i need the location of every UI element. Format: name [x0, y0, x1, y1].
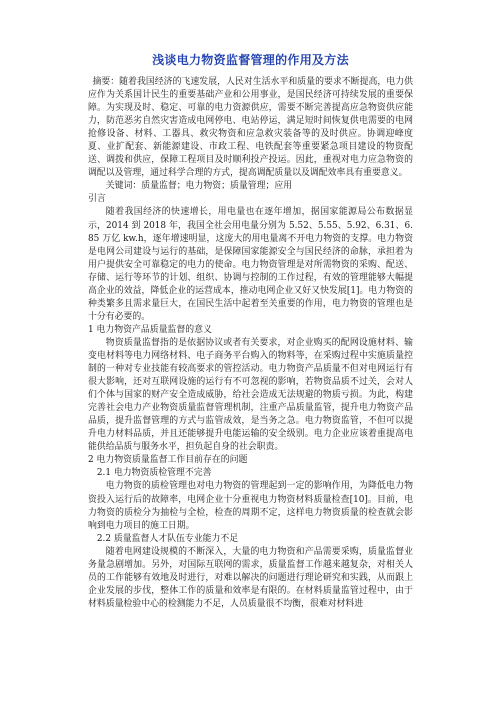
paper-body [88, 76, 413, 611]
subsection-2-2-heading: 2.2 质量监督人才队伍专业能力不足 [96, 533, 239, 544]
section1-paragraph: 物资质量监督指的是依据协议或者有关要求，对企业购买的配网设施材料、输变电材料等电力网络材料、电子商务平台购入的物料等，在采购过程中实施质量控制的一种对专业技能有较高要求的管控活动。电力物资产品质量不但对电网运行有很大影响，还对互联网设施的运行有不可忽视的影响，若物资品质不过关，会对人们个体与国家的财产安全造成威胁，给社会造成无法规避的物质亏损。为此，构建完善社会电力产业物资质量监督管理机制，注重产品质量监管，提升电力物资产品品质，提升监督管理的方式与监管成效，是当务之急。电力物资监管，不但可以提升电力材料品质，并且还能够提升电能运输的安全级别。电力企业应该着重提高电能供给品质与服务水平，担负起自身的社会职责。 [88, 337, 413, 453]
document-page [88, 52, 413, 611]
intro-paragraph: 随着我国经济的快速增长，用电量也在逐年增加，据国家能源局公布数据显示，2014 到 2018 年，我国全社会用电量分别为 5.52、5.55、5.92、6.31、6.85 万亿 kw.h，逐年增速明显，这庞大的用电量离不开电力物资的支撑。电力物资是电网公司建设与运行的基础，是保障国家能源安全与国民经济的命脉，承担着为用户提供安全可靠稳定的电力的使命。电力物资管理是对所需物资的采购、配送、存储、运行等环节的计划、组织、协调与控制的工作过程，有效的管理能够大幅提高企业的效益，降低企业的运营成本，推动电网企业又好又快发展[1]。电力物资的种类繁多且需求量巨大，在国民生活中起着至关重要的作用，电力物资的管理也是十分有必要的。 [88, 207, 413, 322]
subsection-2-1-heading: 2.1 电力物资质检管理不完善 [96, 468, 212, 479]
subsection-2-1-paragraph: 电力物资的质检管理也对电力物资的管理起到一定的影响作用，为降低电力物资投入运行后的故障率，电网企业十分重视电力物资材料质量检查[10]。目前，电力物资的质检分为抽检与全检，检查的周期不定，这样电力物资质量的检查就会影响到电力项目的施工日期。 [88, 481, 413, 531]
section2-heading: 2 电力物资质量监督工作目前存在的问题 [88, 455, 248, 466]
subsection-2-2-paragraph: 随着电网建设规模的不断深入，大量的电力物资和产品需要采购，质量监督业务量急剧增加。另外，对国际互联网的需求，质量监督工作越来越复杂，对相关人员的工作能够有效地及时进行，对难以解决的问题进行理论研究和实践，从而跟上企业发展的步伐，整体工作的质量和效率是有限的。在材料质量监管过程中，由于材料质量检验中心的检测能力不足，人员质量很不均衡，很难对材料进 [88, 546, 413, 609]
keywords-line: 关键词：质量监督；电力物资；质量管理；应用 [105, 181, 293, 192]
intro-heading: 引言 [88, 194, 106, 205]
abstract-paragraph: 摘要：随着我国经济的飞速发展，人民对生活水平和质量的要求不断提高，电力供应作为关系国计民生的重要基础产业和公用事业，是国民经济可持续发展的重要保障。为实现及时、稳定、可靠的电力资源供应，需要不断完善提高应急物资供应能力，防范恶劣自然灾害造成电网停电、电站停运，满足短时间恢复供电需要的电网抢修设备、材料、工器具、救灾物资和应急救灾装备等的及时供应。协调迎峰度夏、业扩配套、新能源建设、市政工程、电铁配套等重要紧急项目建设的物资配送、调拨和供应，保障工程项目及时顺利投产投运。因此，重视对电力应急物资的调配以及管理，通过科学合理的方式，提高调配质量以及调配效率具有重要意义。 [88, 77, 413, 179]
paper-title: 浅谈电力物资监督管理的作用及方法 [152, 53, 349, 67]
section1-heading: 1 电力物资产品质量监督的意义 [88, 324, 212, 335]
